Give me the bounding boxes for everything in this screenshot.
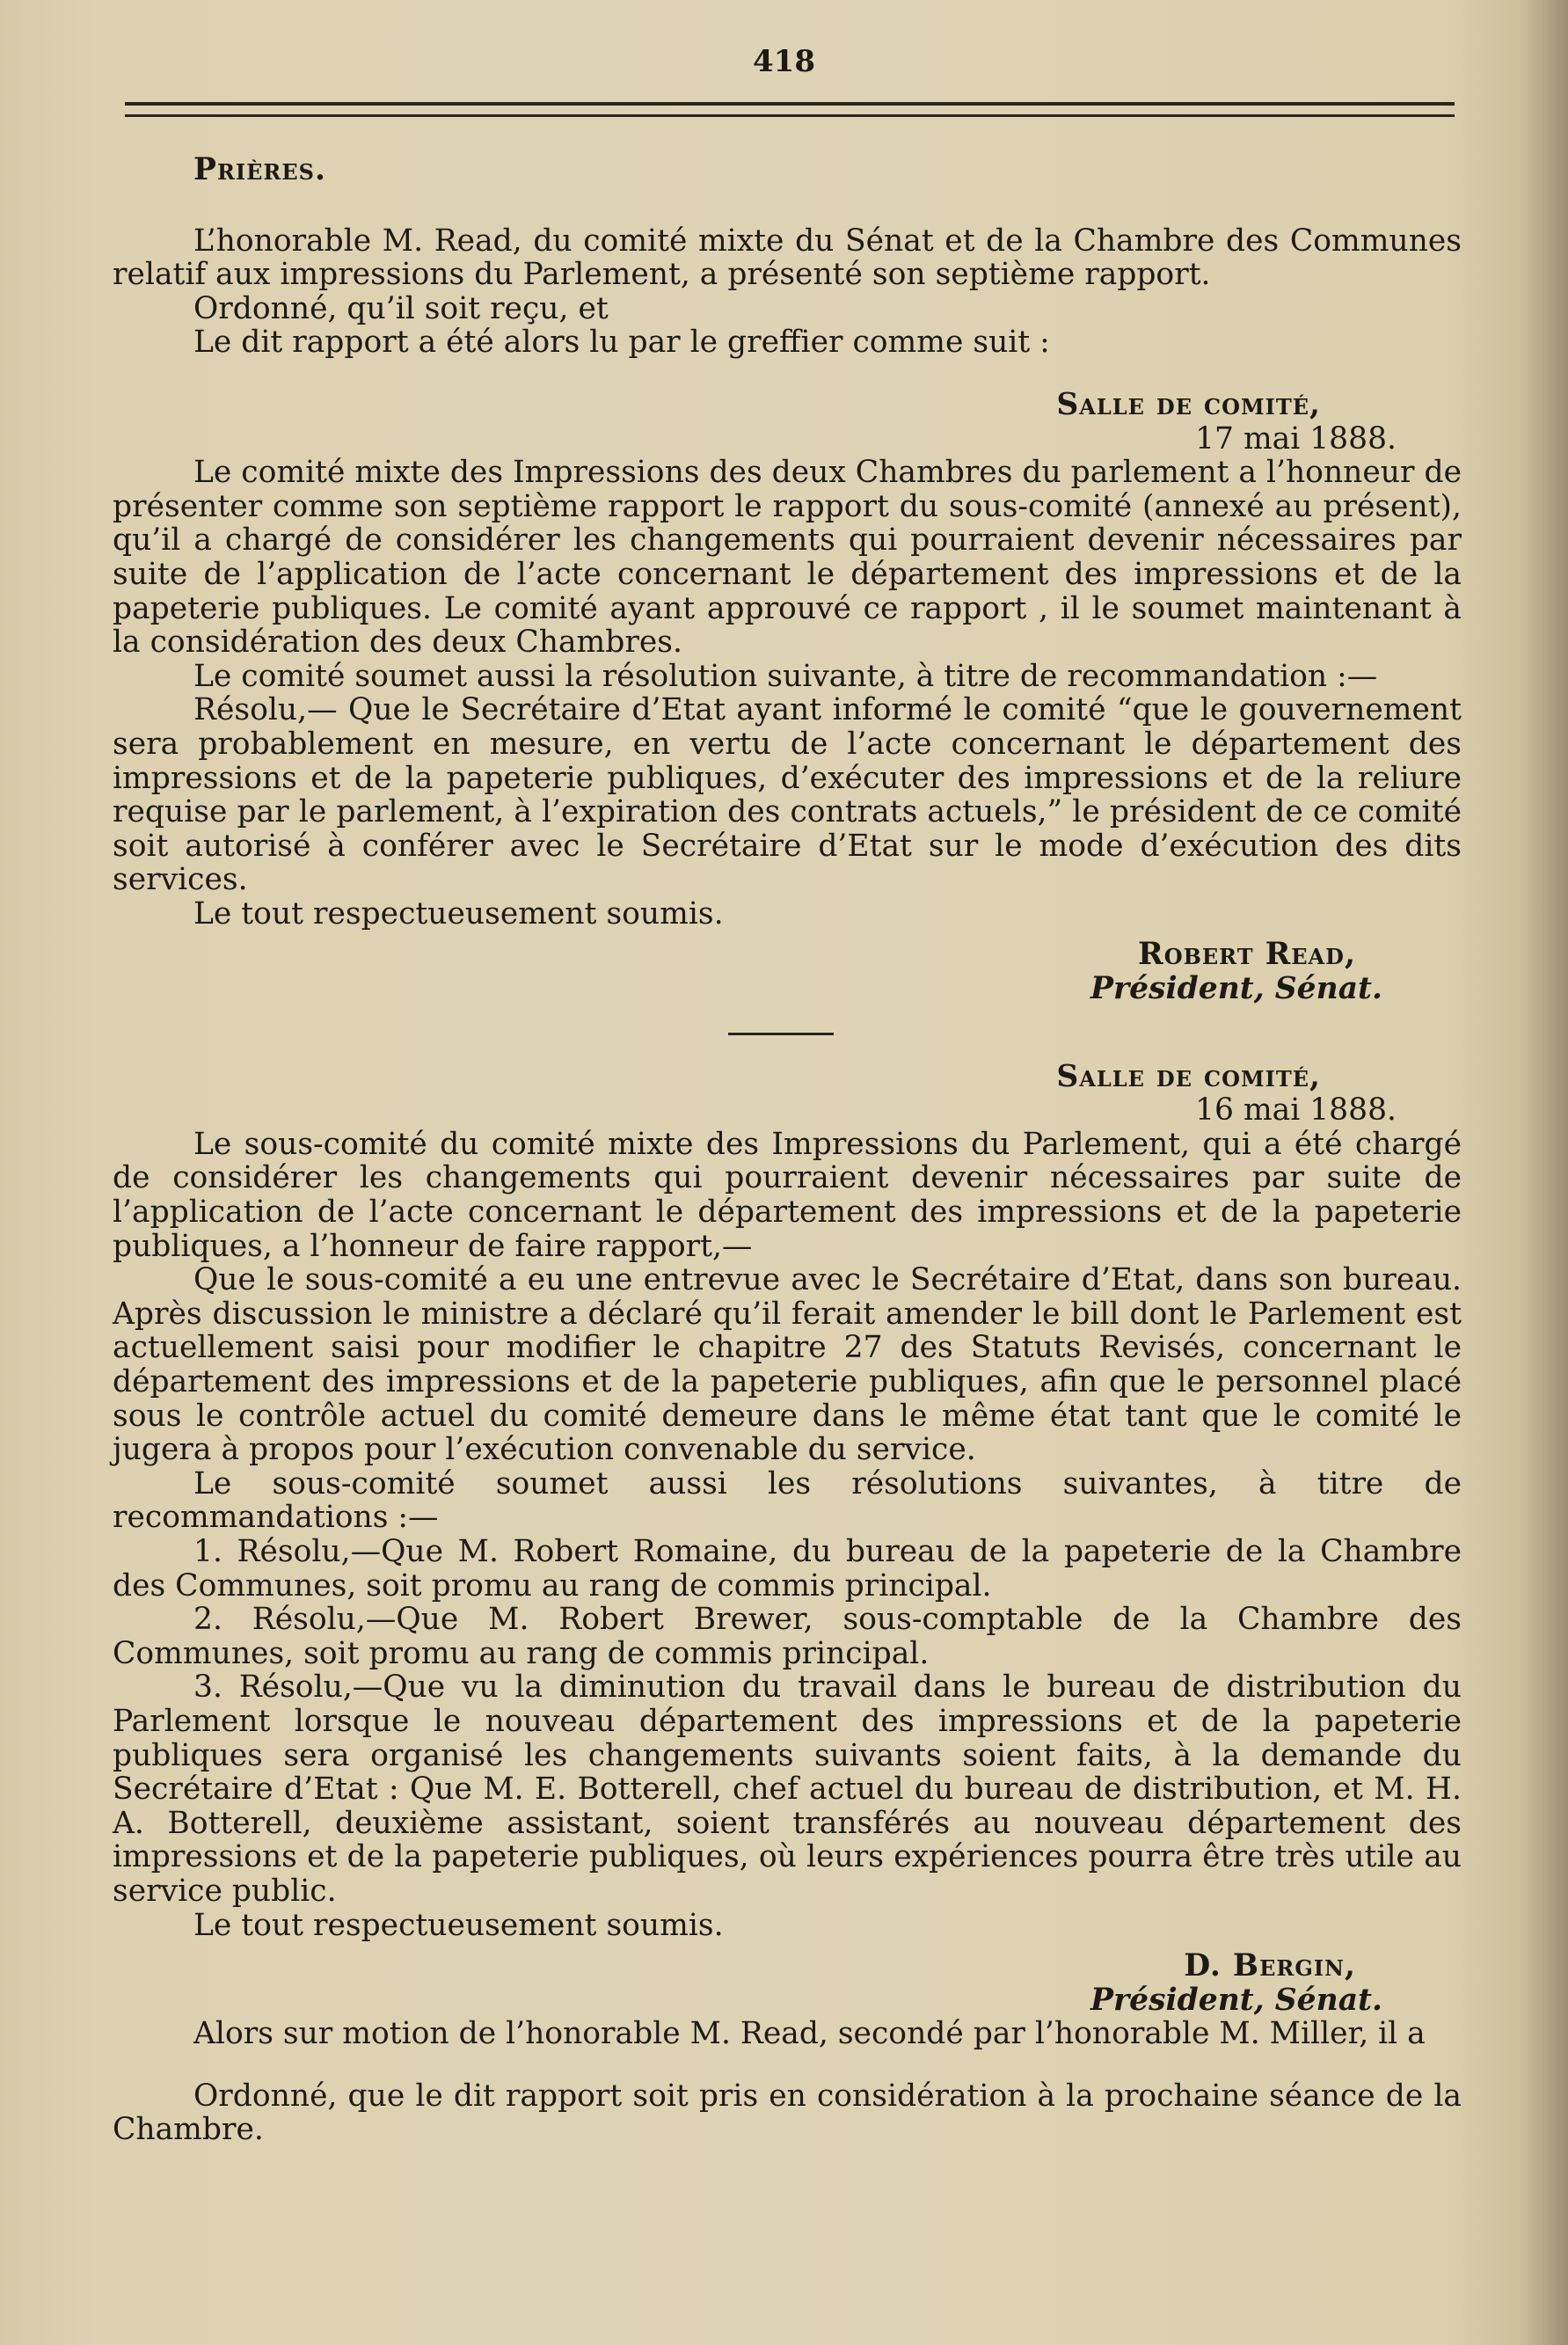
paragraph: Le sous-comité soumet aussi les résolutions suivantes, à titre de recommandations :—: [113, 1465, 1462, 1536]
paragraph: 1. Résolu,—Que M. Robert Romaine, du bureau de la papeterie de la Chambre des Communes, soit promu au rang de commis principal.: [113, 1533, 1462, 1604]
report2-signer: D. Bergin,: [1184, 1948, 1356, 1984]
paragraph: Le comité mixte des Impressions des deux Chambres du parlement a l’honneur de présenter comme son septième rapport le rapport du sous-comité (annexé au présent), qu’il a chargé de considérer les changements qui pourraient devenir nécessaires par suite de l’application de l’acte concernant le département des impressions et de la papeterie publiques. Le comité ayant approuvé ce rapport , il le soumet maintenant à la considération des deux Chambres.: [113, 455, 1462, 661]
section-separator: [728, 1033, 834, 1035]
paragraph: Le tout respectueusement soumis.: [193, 895, 724, 931]
paragraph: Résolu,— Que le Secrétaire d’Etat ayant informé le comité “que le gouvernement sera probablement en mesure, en vertu de l’acte concernant le département des impressions et de la papeterie publiques, d’exécuter des impressions et de la reliure requise par le parlement, à l’expiration des contrats actuels,” le président de ce comité soit autorisé à conférer avec le Secrétaire d’Etat sur le mode d’exécution des dits services.: [113, 692, 1462, 898]
document-body: [113, 132, 1462, 2147]
report2-date: 16 mai 1888.: [1195, 1092, 1397, 1129]
report1-signer: Robert Read,: [1138, 937, 1356, 973]
paragraph: Ordonné, qu’il soit reçu, et: [193, 290, 609, 326]
report2-place: Salle de comité,: [1056, 1058, 1321, 1094]
paragraph: Que le sous-comité a eu une entrevue avec le Secrétaire d’Etat, dans son bureau. Après discussion le ministre a déclaré qu’il ferait amender le bill dont le Parlement est actuellement saisi pour modifier le chapitre 27 des Statuts Revisés, concernant le département des impressions et de la papeterie publiques, afin que le personnel placé sous le contrôle actuel du comité demeure dans le même état tant que le comité le jugera à propos pour l’exécution convenable du service.: [113, 1262, 1462, 1468]
report1-place: Salle de comité,: [1056, 386, 1321, 422]
report1-signer-role: Président, Sénat.: [1090, 971, 1382, 1007]
paragraph: Le comité soumet aussi la résolution suivante, à titre de recommandation :—: [193, 658, 1378, 694]
paragraph: 3. Résolu,—Que vu la diminution du travail dans le bureau de distribution du Parlement lorsque le nouveau département des impressions et de la papeterie publiques sera organisé les changements suivants soient faits, à la demande du Secrétaire d’Etat : Que M. E. Botterell, chef actuel du bureau de distribution, et M. H. A. Botterell, deuxième assistant, soient transférés au nouveau département des impressions et de la papeterie publiques, où leurs expériences pourra être très utile au service public.: [113, 1669, 1462, 1909]
paragraph: Le tout respectueusement soumis.: [193, 1907, 724, 1943]
closing-paragraph: Ordonné, que le dit rapport soit pris en considération à la prochaine séance de la Chambre.: [113, 2078, 1462, 2148]
report2-signer-role: Président, Sénat.: [1090, 1982, 1382, 2018]
paragraph: Le dit rapport a été alors lu par le greffier comme suit :: [193, 325, 1050, 361]
paragraph: Le sous-comité du comité mixte des Impressions du Parlement, qui a été chargé de considérer les changements qui pourraient devenir nécessaires par suite de l’application de l’acte concernant le département des impressions et de la papeterie publiques, a l’honneur de faire rapport,—: [113, 1126, 1462, 1264]
section-heading: Prières.: [193, 152, 326, 187]
report1-date: 17 mai 1888.: [1195, 420, 1397, 457]
page-number: 418: [753, 44, 815, 79]
header-rule-top: [125, 102, 1455, 106]
closing-paragraph: Alors sur motion de l’honorable M. Read, secondé par l’honorable M. Miller, il a: [193, 2016, 1426, 2052]
paragraph: L’honorable M. Read, du comité mixte du Sénat et de la Chambre des Communes relatif aux impressions du Parlement, a présenté son septième rapport.: [113, 223, 1462, 293]
paragraph: 2. Résolu,—Que M. Robert Brewer, sous-comptable de la Chambre des Communes, soit promu au rang de commis principal.: [113, 1602, 1462, 1671]
header-rule-bottom: [125, 114, 1455, 117]
